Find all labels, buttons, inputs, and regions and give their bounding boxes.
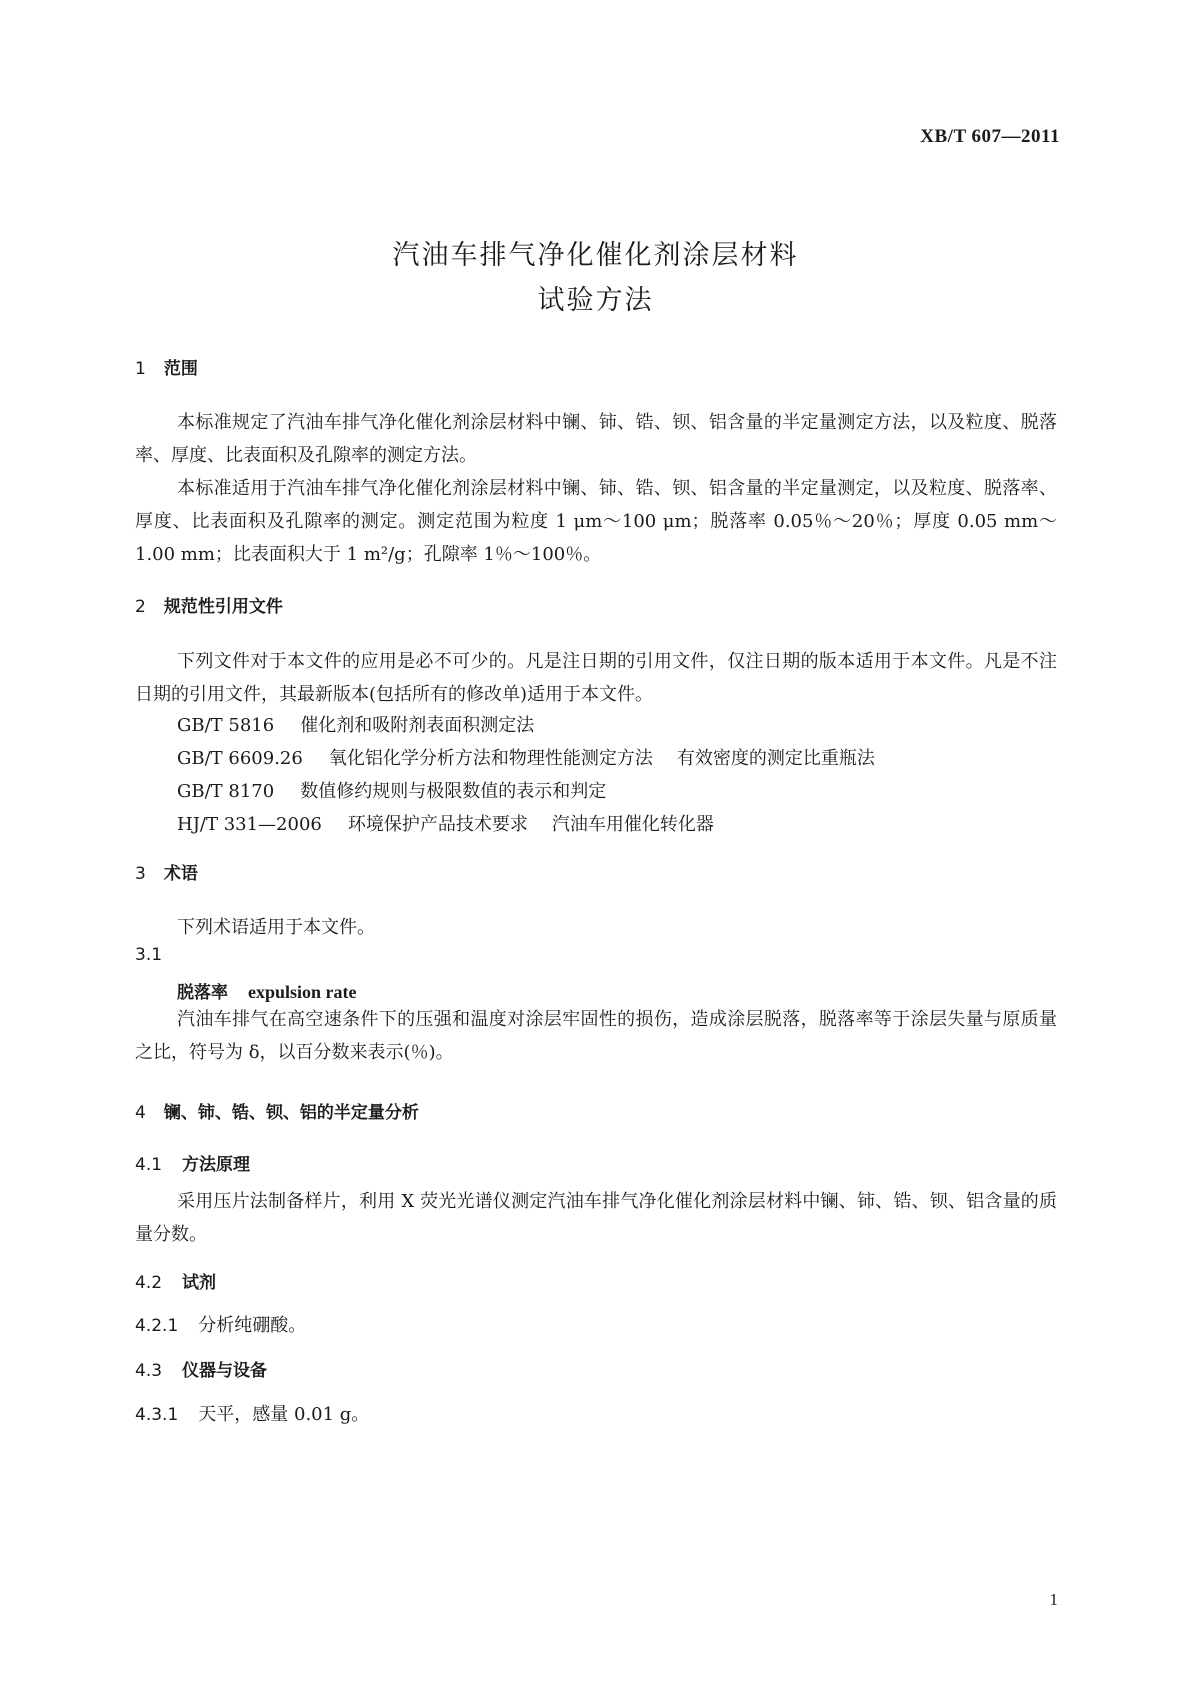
clause-text: 天平，感量 0.01 g。	[198, 1404, 370, 1425]
clause-text: 分析纯硼酸。	[198, 1315, 307, 1336]
subsection-title: 仪器与设备	[182, 1361, 268, 1381]
reference-code: HJ/T 331—2006	[177, 814, 322, 835]
reference-item	[177, 744, 875, 770]
reference-title: 环境保护产品技术要求	[347, 814, 528, 835]
section-title: 镧、铈、锆、钡、铝的半定量分析	[163, 1103, 419, 1123]
subsection-4-1-heading	[135, 1150, 250, 1175]
subsection-title: 试剂	[182, 1273, 217, 1293]
term-number: 3.1	[135, 945, 163, 965]
subsection-number: 4.2	[135, 1273, 163, 1293]
clause-number: 4.2.1	[135, 1316, 179, 1336]
section-number: 4	[135, 1103, 146, 1123]
reference-item	[177, 810, 714, 836]
references-intro-paragraph: 下列文件对于本文件的应用是必不可少的。凡是注日期的引用文件，仅注日期的版本适用于本文件。凡是不注日期的引用文件，其最新版本(包括所有的修改单)适用于本文件。	[135, 651, 1057, 705]
section-2-heading	[135, 592, 283, 617]
reference-title: 催化剂和吸附剂表面积测定法	[300, 715, 535, 736]
term-chinese: 脱落率	[177, 983, 228, 1003]
subsection-title: 方法原理	[182, 1155, 251, 1175]
subsection-number: 4.1	[135, 1155, 163, 1175]
reference-title: 数值修约规则与极限数值的表示和判定	[300, 781, 607, 802]
section-number: 2	[135, 597, 146, 617]
page-number: 1	[1049, 1590, 1058, 1609]
term-heading	[177, 978, 357, 1003]
scope-paragraph-1: 本标准规定了汽油车排气净化催化剂涂层材料中镧、铈、锆、钡、铝含量的半定量测定方法，以及粒度、脱落率、厚度、比表面积及孔隙率的测定方法。	[135, 412, 1057, 466]
clause-4-3-1	[135, 1400, 369, 1426]
document-title: 汽油车排气净化催化剂涂层材料	[392, 240, 799, 271]
section-title: 规范性引用文件	[163, 597, 283, 617]
section-1-heading	[135, 354, 198, 379]
section-title: 范围	[163, 359, 198, 379]
subsection-4-2-heading	[135, 1268, 216, 1293]
standard-code: XB/T 607—2011	[920, 126, 1060, 147]
scope-paragraph-2: 本标准适用于汽油车排气净化催化剂涂层材料中镧、铈、锆、钡、铝含量的半定量测定，以及粒度、脱落率、厚度、比表面积及孔隙率的测定。测定范围为粒度 1 μm～100 μm；脱落率 0.05％～20％；厚度 0.05 mm～1.00 mm；比表面积大于 1 m²/g；孔隙率 1％～100％。	[135, 478, 1057, 565]
term-english: expulsion rate	[248, 982, 357, 1002]
section-4-heading	[135, 1098, 419, 1123]
reference-title: 氧化铝化学分析方法和物理性能测定方法	[328, 748, 653, 769]
clause-number: 4.3.1	[135, 1405, 179, 1425]
section-number: 1	[135, 359, 146, 379]
reference-subtitle: 汽油车用催化转化器	[551, 814, 714, 835]
method-principle-paragraph: 采用压片法制备样片，利用 X 荧光光谱仪测定汽油车排气净化催化剂涂层材料中镧、铈、锆、钡、铝含量的质量分数。	[135, 1191, 1057, 1245]
reference-code: GB/T 6609.26	[177, 748, 303, 769]
clause-4-2-1	[135, 1311, 306, 1337]
section-title: 术语	[163, 864, 198, 884]
section-3-heading	[135, 859, 198, 884]
reference-subtitle: 有效密度的测定比重瓶法	[676, 748, 875, 769]
subsection-number: 4.3	[135, 1361, 163, 1381]
reference-item	[177, 777, 606, 803]
term-definition: 汽油车排气在高空速条件下的压强和温度对涂层牢固性的损伤，造成涂层脱落，脱落率等于涂层失量与原质量之比，符号为 δ，以百分数来表示(％)。	[135, 1009, 1057, 1063]
terms-intro: 下列术语适用于本文件。	[177, 917, 375, 938]
reference-item	[177, 711, 534, 737]
reference-code: GB/T 8170	[177, 781, 275, 802]
section-number: 3	[135, 864, 146, 884]
reference-code: GB/T 5816	[177, 715, 275, 736]
subsection-4-3-heading	[135, 1356, 267, 1381]
document-subtitle: 试验方法	[537, 285, 654, 316]
